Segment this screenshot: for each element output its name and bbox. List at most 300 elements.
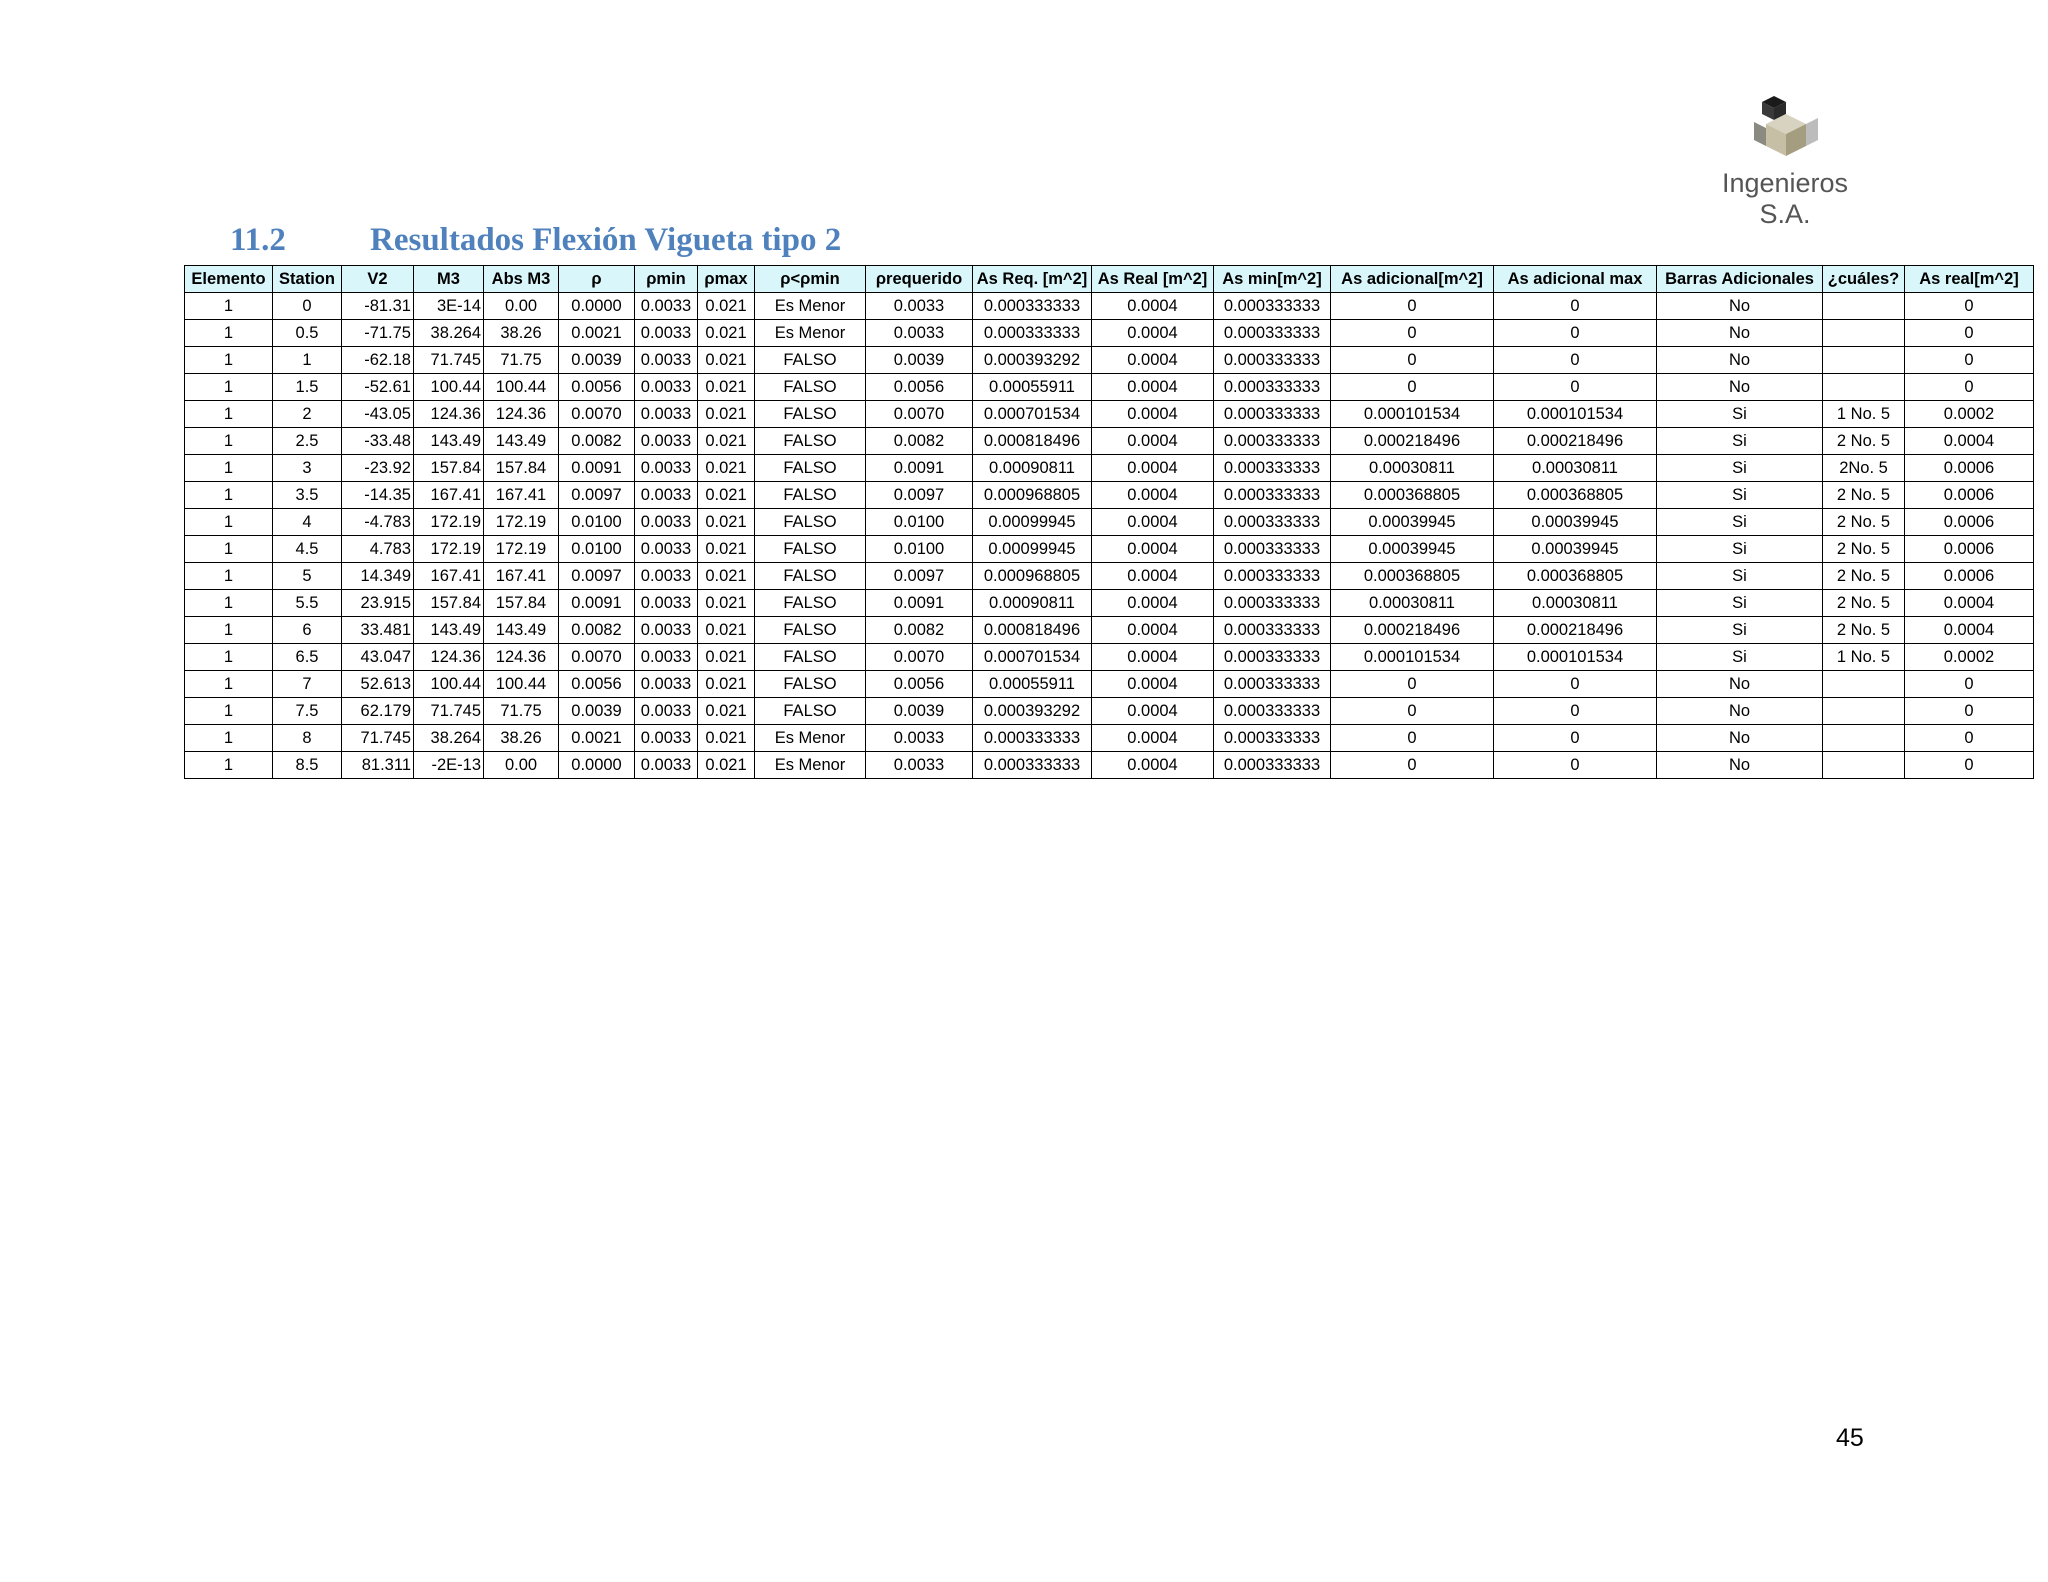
column-header: As Real [m^2] bbox=[1092, 266, 1214, 293]
table-cell: 2 No. 5 bbox=[1823, 536, 1905, 563]
table-cell: 0.000333333 bbox=[1214, 617, 1331, 644]
table-cell: 0.000968805 bbox=[973, 482, 1092, 509]
table-cell: 0.000701534 bbox=[973, 644, 1092, 671]
table-cell: 0.0091 bbox=[866, 455, 973, 482]
table-cell: 0 bbox=[1494, 752, 1657, 779]
table-cell: 0.000333333 bbox=[1214, 509, 1331, 536]
table-row bbox=[185, 374, 2034, 401]
table-cell: 1 bbox=[185, 752, 273, 779]
table-cell: 6.5 bbox=[273, 644, 342, 671]
table-cell: 0.0033 bbox=[635, 293, 698, 320]
table-cell: FALSO bbox=[755, 536, 866, 563]
table-cell: 0.000968805 bbox=[973, 563, 1092, 590]
table-cell: 0.0056 bbox=[866, 374, 973, 401]
table-cell: 0.0056 bbox=[866, 671, 973, 698]
table-cell: 0 bbox=[273, 293, 342, 320]
table-row bbox=[185, 401, 2034, 428]
table-cell: 0 bbox=[1494, 671, 1657, 698]
table-body bbox=[185, 293, 2034, 779]
column-header: Station bbox=[273, 266, 342, 293]
table-cell: Si bbox=[1657, 455, 1823, 482]
table-cell: 0.021 bbox=[698, 455, 755, 482]
table-cell: 0.0004 bbox=[1905, 617, 2034, 644]
table-cell: FALSO bbox=[755, 617, 866, 644]
table-cell: No bbox=[1657, 725, 1823, 752]
table-cell: 0.0006 bbox=[1905, 482, 2034, 509]
table-cell: 71.745 bbox=[414, 347, 484, 374]
table-cell: 0.000333333 bbox=[973, 725, 1092, 752]
table-cell: 0.0004 bbox=[1092, 671, 1214, 698]
table-cell: 0.0039 bbox=[559, 698, 635, 725]
table-row bbox=[185, 347, 2034, 374]
table-cell: FALSO bbox=[755, 428, 866, 455]
table-cell: 0.000333333 bbox=[973, 752, 1092, 779]
table-cell: 157.84 bbox=[484, 455, 559, 482]
table-cell: 0.000333333 bbox=[973, 293, 1092, 320]
table-cell: 172.19 bbox=[414, 509, 484, 536]
table-cell: 0.0070 bbox=[559, 401, 635, 428]
table-cell: 0.0033 bbox=[866, 725, 973, 752]
table-cell: 0.0033 bbox=[635, 644, 698, 671]
table-cell: 167.41 bbox=[414, 563, 484, 590]
table-cell: 38.26 bbox=[484, 320, 559, 347]
table-cell: No bbox=[1657, 320, 1823, 347]
table-cell: 0.021 bbox=[698, 320, 755, 347]
column-header: As Req. [m^2] bbox=[973, 266, 1092, 293]
table-cell: 1 bbox=[185, 482, 273, 509]
table-cell: 0.0039 bbox=[559, 347, 635, 374]
table-cell: 0.0033 bbox=[866, 752, 973, 779]
table-cell: 0.000218496 bbox=[1494, 428, 1657, 455]
table-cell: 0.5 bbox=[273, 320, 342, 347]
table-cell: 5 bbox=[273, 563, 342, 590]
table-cell: 0.000218496 bbox=[1331, 428, 1494, 455]
table-cell: 0 bbox=[1905, 671, 2034, 698]
table-cell: 1.5 bbox=[273, 374, 342, 401]
table-cell: 0 bbox=[1905, 293, 2034, 320]
column-header: As adicional[m^2] bbox=[1331, 266, 1494, 293]
table-cell: 43.047 bbox=[342, 644, 414, 671]
table-cell: 0 bbox=[1331, 671, 1494, 698]
table-cell: 0.0100 bbox=[559, 509, 635, 536]
table-cell: 1 bbox=[185, 320, 273, 347]
table-cell: No bbox=[1657, 752, 1823, 779]
table-cell: 0.0039 bbox=[866, 698, 973, 725]
table-cell: 0.0091 bbox=[559, 590, 635, 617]
table-cell: 0.0004 bbox=[1092, 482, 1214, 509]
table-cell: 6 bbox=[273, 617, 342, 644]
table-cell: 0.000333333 bbox=[1214, 644, 1331, 671]
table-cell: 14.349 bbox=[342, 563, 414, 590]
table-cell: 1 bbox=[185, 698, 273, 725]
section-number: 11.2 bbox=[230, 222, 286, 258]
table-cell: Es Menor bbox=[755, 320, 866, 347]
table-cell: 2 No. 5 bbox=[1823, 590, 1905, 617]
table-cell: 0.000333333 bbox=[1214, 374, 1331, 401]
table-cell: 0 bbox=[1494, 293, 1657, 320]
table-cell: 0.0033 bbox=[635, 536, 698, 563]
table-cell: 0 bbox=[1494, 320, 1657, 347]
section-title: Resultados Flexión Vigueta tipo 2 bbox=[370, 222, 842, 258]
table-cell bbox=[1823, 752, 1905, 779]
table-cell: 0.0056 bbox=[559, 374, 635, 401]
column-header: As min[m^2] bbox=[1214, 266, 1331, 293]
table-cell bbox=[1823, 671, 1905, 698]
table-cell: 0 bbox=[1905, 347, 2034, 374]
table-cell: 0.000368805 bbox=[1494, 482, 1657, 509]
table-cell: 0.021 bbox=[698, 401, 755, 428]
table-cell: Si bbox=[1657, 644, 1823, 671]
table-cell: 0.000393292 bbox=[973, 698, 1092, 725]
table-cell: 0 bbox=[1331, 347, 1494, 374]
table-cell: 0.0004 bbox=[1092, 455, 1214, 482]
company-logo bbox=[1700, 92, 1870, 229]
table-cell: 0 bbox=[1331, 293, 1494, 320]
table-cell: 2 No. 5 bbox=[1823, 617, 1905, 644]
table-cell: 0.0033 bbox=[635, 374, 698, 401]
table-cell: 4.5 bbox=[273, 536, 342, 563]
table-cell: 0.021 bbox=[698, 536, 755, 563]
table-cell: No bbox=[1657, 293, 1823, 320]
table-cell: 0.021 bbox=[698, 293, 755, 320]
column-header: M3 bbox=[414, 266, 484, 293]
table-cell: 157.84 bbox=[414, 590, 484, 617]
table-cell: 3.5 bbox=[273, 482, 342, 509]
table-cell: 0.0033 bbox=[635, 509, 698, 536]
table-cell: 0.000333333 bbox=[1214, 671, 1331, 698]
table-cell: 0.000333333 bbox=[1214, 590, 1331, 617]
table-cell: 0.000333333 bbox=[1214, 752, 1331, 779]
table-cell: 1 bbox=[185, 347, 273, 374]
table-cell: 38.264 bbox=[414, 320, 484, 347]
table-cell: 0.0100 bbox=[866, 536, 973, 563]
table-cell: 1 bbox=[185, 590, 273, 617]
table-cell: 0 bbox=[1905, 725, 2034, 752]
table-cell: 172.19 bbox=[484, 509, 559, 536]
table-cell: 2No. 5 bbox=[1823, 455, 1905, 482]
table-row bbox=[185, 725, 2034, 752]
table-cell: 0.021 bbox=[698, 347, 755, 374]
table-cell: 23.915 bbox=[342, 590, 414, 617]
table-cell bbox=[1823, 347, 1905, 374]
table-cell: 0.021 bbox=[698, 428, 755, 455]
table-cell: 0.0006 bbox=[1905, 563, 2034, 590]
table-cell: 0.0033 bbox=[635, 752, 698, 779]
column-header: ρrequerido bbox=[866, 266, 973, 293]
table-cell: 0.0082 bbox=[559, 428, 635, 455]
table-cell: -33.48 bbox=[342, 428, 414, 455]
table-cell: 1 bbox=[185, 428, 273, 455]
table-cell: 38.264 bbox=[414, 725, 484, 752]
table-cell: 0.000368805 bbox=[1494, 563, 1657, 590]
table-cell: 0.0039 bbox=[866, 347, 973, 374]
table-cell: 100.44 bbox=[414, 671, 484, 698]
table-cell: 0.00055911 bbox=[973, 671, 1092, 698]
table-cell: 0.00090811 bbox=[973, 590, 1092, 617]
table-cell: 0.00030811 bbox=[1494, 455, 1657, 482]
table-cell: 0.000333333 bbox=[1214, 293, 1331, 320]
table-cell: 100.44 bbox=[484, 671, 559, 698]
table-cell: 157.84 bbox=[414, 455, 484, 482]
table-cell: 0.0004 bbox=[1092, 428, 1214, 455]
table-cell: 0.0082 bbox=[559, 617, 635, 644]
table-cell: 1 bbox=[273, 347, 342, 374]
table-cell: Si bbox=[1657, 428, 1823, 455]
table-cell: 1 bbox=[185, 563, 273, 590]
table-cell: -23.92 bbox=[342, 455, 414, 482]
table-cell: 167.41 bbox=[414, 482, 484, 509]
table-cell: Si bbox=[1657, 590, 1823, 617]
table-cell: 0.0004 bbox=[1092, 698, 1214, 725]
table-cell: 0 bbox=[1331, 698, 1494, 725]
table-row bbox=[185, 455, 2034, 482]
table-cell: 0.0002 bbox=[1905, 644, 2034, 671]
table-cell: 0 bbox=[1331, 320, 1494, 347]
table-cell: Es Menor bbox=[755, 725, 866, 752]
column-header: ρmax bbox=[698, 266, 755, 293]
table-cell: FALSO bbox=[755, 590, 866, 617]
table-cell: 0.0004 bbox=[1092, 374, 1214, 401]
table-cell: 52.613 bbox=[342, 671, 414, 698]
table-cell: 0.021 bbox=[698, 671, 755, 698]
table-cell: 0 bbox=[1494, 698, 1657, 725]
table-row bbox=[185, 509, 2034, 536]
table-cell: 2.5 bbox=[273, 428, 342, 455]
table-cell: 0.000333333 bbox=[973, 320, 1092, 347]
table-cell: 0.000101534 bbox=[1331, 401, 1494, 428]
table-cell: 71.75 bbox=[484, 698, 559, 725]
table-cell: 0.0097 bbox=[559, 563, 635, 590]
table-cell: FALSO bbox=[755, 509, 866, 536]
table-cell: 0.00039945 bbox=[1494, 536, 1657, 563]
table-cell: FALSO bbox=[755, 563, 866, 590]
table-cell: 4.783 bbox=[342, 536, 414, 563]
table-cell: 0 bbox=[1905, 752, 2034, 779]
table-cell: 0.021 bbox=[698, 563, 755, 590]
table-cell: Si bbox=[1657, 536, 1823, 563]
table-cell: 0.0000 bbox=[559, 293, 635, 320]
page-number: 45 bbox=[1836, 1424, 1864, 1452]
table-cell: 0.0002 bbox=[1905, 401, 2034, 428]
table-cell: 81.311 bbox=[342, 752, 414, 779]
table-row bbox=[185, 536, 2034, 563]
table-cell: 0.021 bbox=[698, 590, 755, 617]
table-cell: 2 bbox=[273, 401, 342, 428]
table-cell: 0 bbox=[1494, 347, 1657, 374]
results-table bbox=[184, 265, 2034, 779]
table-cell: 0.000368805 bbox=[1331, 482, 1494, 509]
table-cell: 0 bbox=[1905, 374, 2034, 401]
table-cell: 100.44 bbox=[414, 374, 484, 401]
table-cell: 0.0033 bbox=[635, 482, 698, 509]
column-header: ρ bbox=[559, 266, 635, 293]
table-cell: 0.0033 bbox=[866, 320, 973, 347]
table-cell: 0.0091 bbox=[559, 455, 635, 482]
table-cell: 1 bbox=[185, 617, 273, 644]
column-header: ¿cuáles? bbox=[1823, 266, 1905, 293]
table-cell: FALSO bbox=[755, 698, 866, 725]
table-cell: -43.05 bbox=[342, 401, 414, 428]
table-cell: 0.00099945 bbox=[973, 536, 1092, 563]
table-cell: 5.5 bbox=[273, 590, 342, 617]
table-cell: 0.0097 bbox=[866, 482, 973, 509]
table-cell: 124.36 bbox=[484, 644, 559, 671]
table-cell: -14.35 bbox=[342, 482, 414, 509]
table-cell: 0.021 bbox=[698, 698, 755, 725]
table-cell: 0.000818496 bbox=[973, 617, 1092, 644]
table-cell: -4.783 bbox=[342, 509, 414, 536]
table-cell: 2 No. 5 bbox=[1823, 509, 1905, 536]
table-cell: 0.0004 bbox=[1092, 752, 1214, 779]
table-cell: 0.00030811 bbox=[1331, 455, 1494, 482]
table-cell: 0.0004 bbox=[1092, 563, 1214, 590]
table-cell: 0.021 bbox=[698, 374, 755, 401]
table-cell: 0.0004 bbox=[1092, 536, 1214, 563]
column-header: Abs M3 bbox=[484, 266, 559, 293]
table-cell: FALSO bbox=[755, 347, 866, 374]
table-row bbox=[185, 293, 2034, 320]
table-cell: Es Menor bbox=[755, 293, 866, 320]
table-cell: -52.61 bbox=[342, 374, 414, 401]
table-cell: 0 bbox=[1494, 374, 1657, 401]
table-row bbox=[185, 698, 2034, 725]
table-cell: Es Menor bbox=[755, 752, 866, 779]
table-cell: 0.0033 bbox=[635, 725, 698, 752]
column-header: As adicional max bbox=[1494, 266, 1657, 293]
table-cell: 0.0004 bbox=[1092, 644, 1214, 671]
table-cell: 172.19 bbox=[484, 536, 559, 563]
table-row bbox=[185, 752, 2034, 779]
table-cell: 1 bbox=[185, 725, 273, 752]
table-cell: 0.00039945 bbox=[1494, 509, 1657, 536]
table-cell: 0.0000 bbox=[559, 752, 635, 779]
table-cell: 71.745 bbox=[414, 698, 484, 725]
table-cell: 0.0056 bbox=[559, 671, 635, 698]
table-cell: 0.0033 bbox=[635, 347, 698, 374]
table-cell: 124.36 bbox=[414, 401, 484, 428]
column-header: ρmin bbox=[635, 266, 698, 293]
table-cell: No bbox=[1657, 698, 1823, 725]
table-cell: 0.000333333 bbox=[1214, 563, 1331, 590]
table-cell: 8 bbox=[273, 725, 342, 752]
table-cell: 1 bbox=[185, 509, 273, 536]
table-cell: FALSO bbox=[755, 374, 866, 401]
table-cell: Si bbox=[1657, 617, 1823, 644]
table-cell: 0.0004 bbox=[1092, 293, 1214, 320]
section-heading bbox=[230, 222, 841, 262]
table-cell: 0.0082 bbox=[866, 617, 973, 644]
table-cell: -2E-13 bbox=[414, 752, 484, 779]
table-cell: 1 bbox=[185, 455, 273, 482]
table-cell: 0.021 bbox=[698, 644, 755, 671]
table-cell: 0.0033 bbox=[635, 617, 698, 644]
table-cell: 100.44 bbox=[484, 374, 559, 401]
table-cell: 71.745 bbox=[342, 725, 414, 752]
table-cell: 0.021 bbox=[698, 752, 755, 779]
table-row bbox=[185, 644, 2034, 671]
table-cell: 0.00090811 bbox=[973, 455, 1092, 482]
table-cell: 0.0070 bbox=[866, 401, 973, 428]
table-cell: Si bbox=[1657, 563, 1823, 590]
table-cell: -62.18 bbox=[342, 347, 414, 374]
table-cell: 0.000218496 bbox=[1494, 617, 1657, 644]
table-cell: -81.31 bbox=[342, 293, 414, 320]
table-cell: 2 No. 5 bbox=[1823, 482, 1905, 509]
table-cell: 0.00030811 bbox=[1331, 590, 1494, 617]
table-cell: 0.000218496 bbox=[1331, 617, 1494, 644]
table-cell: 143.49 bbox=[484, 617, 559, 644]
table-cell: 1 bbox=[185, 401, 273, 428]
table-cell: 7 bbox=[273, 671, 342, 698]
table-cell: 0.0082 bbox=[866, 428, 973, 455]
table-cell bbox=[1823, 725, 1905, 752]
table-cell: 143.49 bbox=[414, 428, 484, 455]
table-row bbox=[185, 590, 2034, 617]
table-cell: 0 bbox=[1905, 320, 2034, 347]
table-cell: 0 bbox=[1905, 698, 2034, 725]
table-header-row bbox=[185, 266, 2034, 293]
table-cell: 0.0006 bbox=[1905, 536, 2034, 563]
table-row bbox=[185, 428, 2034, 455]
table-cell: 0.000101534 bbox=[1331, 644, 1494, 671]
table-row bbox=[185, 563, 2034, 590]
table-cell: 0.021 bbox=[698, 725, 755, 752]
table-cell: FALSO bbox=[755, 401, 866, 428]
table-cell: 0.0097 bbox=[866, 563, 973, 590]
table-cell: 0.000333333 bbox=[1214, 401, 1331, 428]
table-cell: 0.0033 bbox=[635, 320, 698, 347]
table-row bbox=[185, 617, 2034, 644]
table-cell: 0.0070 bbox=[866, 644, 973, 671]
table-cell: 0.0100 bbox=[559, 536, 635, 563]
table-cell: 0.000818496 bbox=[973, 428, 1092, 455]
table-cell: 167.41 bbox=[484, 563, 559, 590]
column-header: V2 bbox=[342, 266, 414, 293]
table-cell bbox=[1823, 374, 1905, 401]
table-cell: 143.49 bbox=[414, 617, 484, 644]
table-cell: 0.000333333 bbox=[1214, 320, 1331, 347]
table-cell: 1 bbox=[185, 536, 273, 563]
table-cell: 0.000333333 bbox=[1214, 482, 1331, 509]
table-cell bbox=[1823, 320, 1905, 347]
table-cell: 0.0004 bbox=[1092, 725, 1214, 752]
table-row bbox=[185, 671, 2034, 698]
table-cell: 0.0033 bbox=[635, 563, 698, 590]
table-row bbox=[185, 320, 2034, 347]
table-cell: 0.0004 bbox=[1092, 347, 1214, 374]
table-cell: 0.0004 bbox=[1092, 590, 1214, 617]
table-cell: 0 bbox=[1331, 374, 1494, 401]
table-cell: 0.0006 bbox=[1905, 455, 2034, 482]
table-cell: 2 No. 5 bbox=[1823, 563, 1905, 590]
column-header: ρ<ρmin bbox=[755, 266, 866, 293]
table-cell: 0.00 bbox=[484, 293, 559, 320]
table-cell: 0.0021 bbox=[559, 725, 635, 752]
table-cell: 0.000333333 bbox=[1214, 698, 1331, 725]
table-cell: 0.00 bbox=[484, 752, 559, 779]
table-cell: 0.00055911 bbox=[973, 374, 1092, 401]
table-cell: 0.0021 bbox=[559, 320, 635, 347]
table-cell: Si bbox=[1657, 509, 1823, 536]
table-cell: 0 bbox=[1331, 725, 1494, 752]
table-cell: 0.000333333 bbox=[1214, 347, 1331, 374]
table-cell: 0.000333333 bbox=[1214, 455, 1331, 482]
table-cell: 0 bbox=[1494, 725, 1657, 752]
table-cell: 0.0004 bbox=[1905, 428, 2034, 455]
table-row bbox=[185, 482, 2034, 509]
table-cell: 0.0033 bbox=[635, 455, 698, 482]
table-cell: 0.0004 bbox=[1092, 320, 1214, 347]
